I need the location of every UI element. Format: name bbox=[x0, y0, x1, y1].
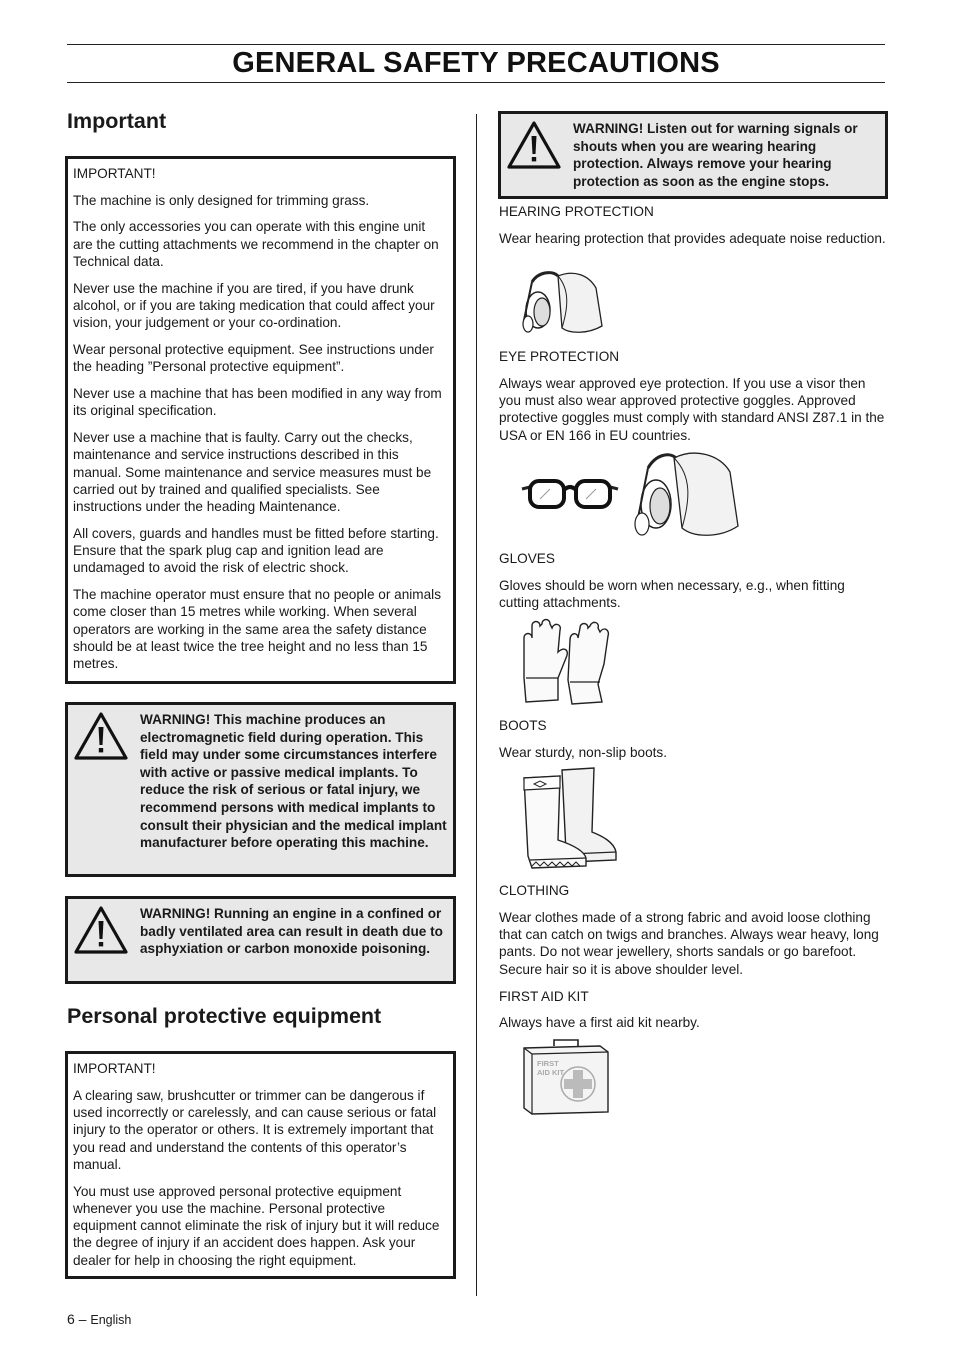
warning-hearing-text: WARNING! Listen out for warning signals or shouts when you are wearing hearing protection. Always remove your hearing protection as soon as the engine stops. bbox=[573, 121, 858, 189]
boots-text: Wear sturdy, non-slip boots. bbox=[499, 745, 667, 760]
clothing-title: CLOTHING bbox=[499, 883, 570, 898]
warning-emf-text: WARNING! This machine produces an electromagnetic field during operation. This field may under some circumstances interfere with active or passive medical implants. To reduce the risk of serious or fatal injury, we recommend persons with medical implants to consult their physician and the medical implant manufacturer before operating this machine. bbox=[140, 712, 447, 851]
clothing-text: Wear clothes made of a strong fabric and avoid loose clothing that can catch on twigs and branches. Always wear heavy, long pants. Do not wear jewellery, shorts sandals or go barefoot. Secure hair so it is above shoulder level. bbox=[499, 910, 879, 977]
boots-icon bbox=[518, 766, 622, 870]
ppe-paragraph: You must use approved personal protective equipment whenever you use the machine. Personal protective equipment cannot eliminate the risk of injury but it will reduce the degree of injury if an accident does happen. Ask your dealer for help in choosing the right equipment. bbox=[73, 1183, 440, 1268]
page-title-bar bbox=[67, 44, 885, 83]
hearing-title: HEARING PROTECTION bbox=[499, 204, 654, 219]
gloves-icon bbox=[518, 618, 612, 706]
important-paragraph: Never use a machine that has been modified in any way from its original specification. bbox=[73, 385, 442, 419]
ppe-important-label: IMPORTANT! bbox=[73, 1061, 156, 1076]
heading-ppe: Personal protective equipment bbox=[67, 1004, 382, 1028]
important-paragraph: Never use a machine that is faulty. Carry out the checks, maintenance and service instructions described in this manual. Some maintenance and service measures must be carried out by trained and qualified specialists. See instructions under the heading Maintenance. bbox=[73, 429, 432, 515]
important-paragraph: The machine is only designed for trimming grass. bbox=[73, 192, 370, 208]
important-paragraph: The only accessories you can operate with this engine unit are the cutting attachments we recommend in the chapter on Technical data. bbox=[73, 219, 439, 269]
first-aid-text: Always have a first aid kit nearby. bbox=[499, 1015, 700, 1030]
page-footer bbox=[67, 1311, 131, 1327]
eye-title: EYE PROTECTION bbox=[499, 349, 620, 364]
page-number: 6 – bbox=[67, 1311, 87, 1327]
boots-title: BOOTS bbox=[499, 718, 547, 733]
important-paragraph: All covers, guards and handles must be fitted before starting. Ensure that the spark plug cap and ignition lead are undamaged to avoid the risk of electric shock. bbox=[73, 525, 439, 576]
ppe-important-box bbox=[65, 1051, 456, 1279]
column-divider bbox=[476, 114, 477, 1296]
warning-hearing-box bbox=[498, 111, 888, 199]
eye-text: Always wear approved eye protection. If you use a visor then you must also wear approved protective goggles. Approved protective goggles must comply with standard ANSI Z87.1 in the USA or EN 166 in EU countries. bbox=[499, 376, 885, 443]
warning-triangle-icon bbox=[506, 120, 562, 170]
gloves-title: GLOVES bbox=[499, 551, 555, 566]
heading-important: Important bbox=[67, 109, 167, 133]
first-aid-title: FIRST AID KIT bbox=[499, 989, 589, 1004]
warning-emf-box bbox=[65, 702, 456, 877]
warning-triangle-icon bbox=[73, 711, 129, 761]
important-paragraph: Never use the machine if you are tired, if you have drunk alcohol, or if you are taking medication that could affect your vision, your judgement or your co-ordination. bbox=[73, 280, 435, 331]
important-label: IMPORTANT! bbox=[73, 166, 156, 181]
warning-triangle-icon bbox=[73, 905, 129, 955]
warning-confined-box bbox=[65, 896, 456, 984]
ear-protection-icon bbox=[518, 268, 606, 338]
important-paragraph: The machine operator must ensure that no people or animals come closer than 15 metres while working. When several operators are working in the same area the safety distance should be at least twice the tree height and no less than 15 metres. bbox=[73, 587, 441, 672]
goggles-icon bbox=[520, 477, 620, 513]
important-paragraph: Wear personal protective equipment. See instructions under the heading ”Personal protective equipment”. bbox=[73, 341, 434, 375]
ppe-paragraph: A clearing saw, brushcutter or trimmer can be dangerous if used incorrectly or carelessly, and can cause serious or fatal injury to the operator or others. It is extremely important that you read and understand the contents of this operator’s manual. bbox=[73, 1087, 437, 1172]
warning-confined-text: WARNING! Running an engine in a confined or badly ventilated area can result in death due to asphyxiation or carbon monoxide poisoning. bbox=[140, 906, 443, 957]
page-title: GENERAL SAFETY PRECAUTIONS bbox=[232, 47, 720, 79]
important-box bbox=[65, 156, 456, 684]
first-aid-kit-label: FIRST AID KIT bbox=[537, 1059, 565, 1077]
gloves-text: Gloves should be worn when necessary, e.g., when fitting cutting attachments. bbox=[499, 578, 845, 611]
hearing-text: Wear hearing protection that provides adequate noise reduction. bbox=[499, 231, 886, 246]
footer-language: English bbox=[90, 1313, 132, 1327]
visor-icon bbox=[630, 448, 742, 540]
first-aid-kit-illustration bbox=[520, 1036, 612, 1116]
